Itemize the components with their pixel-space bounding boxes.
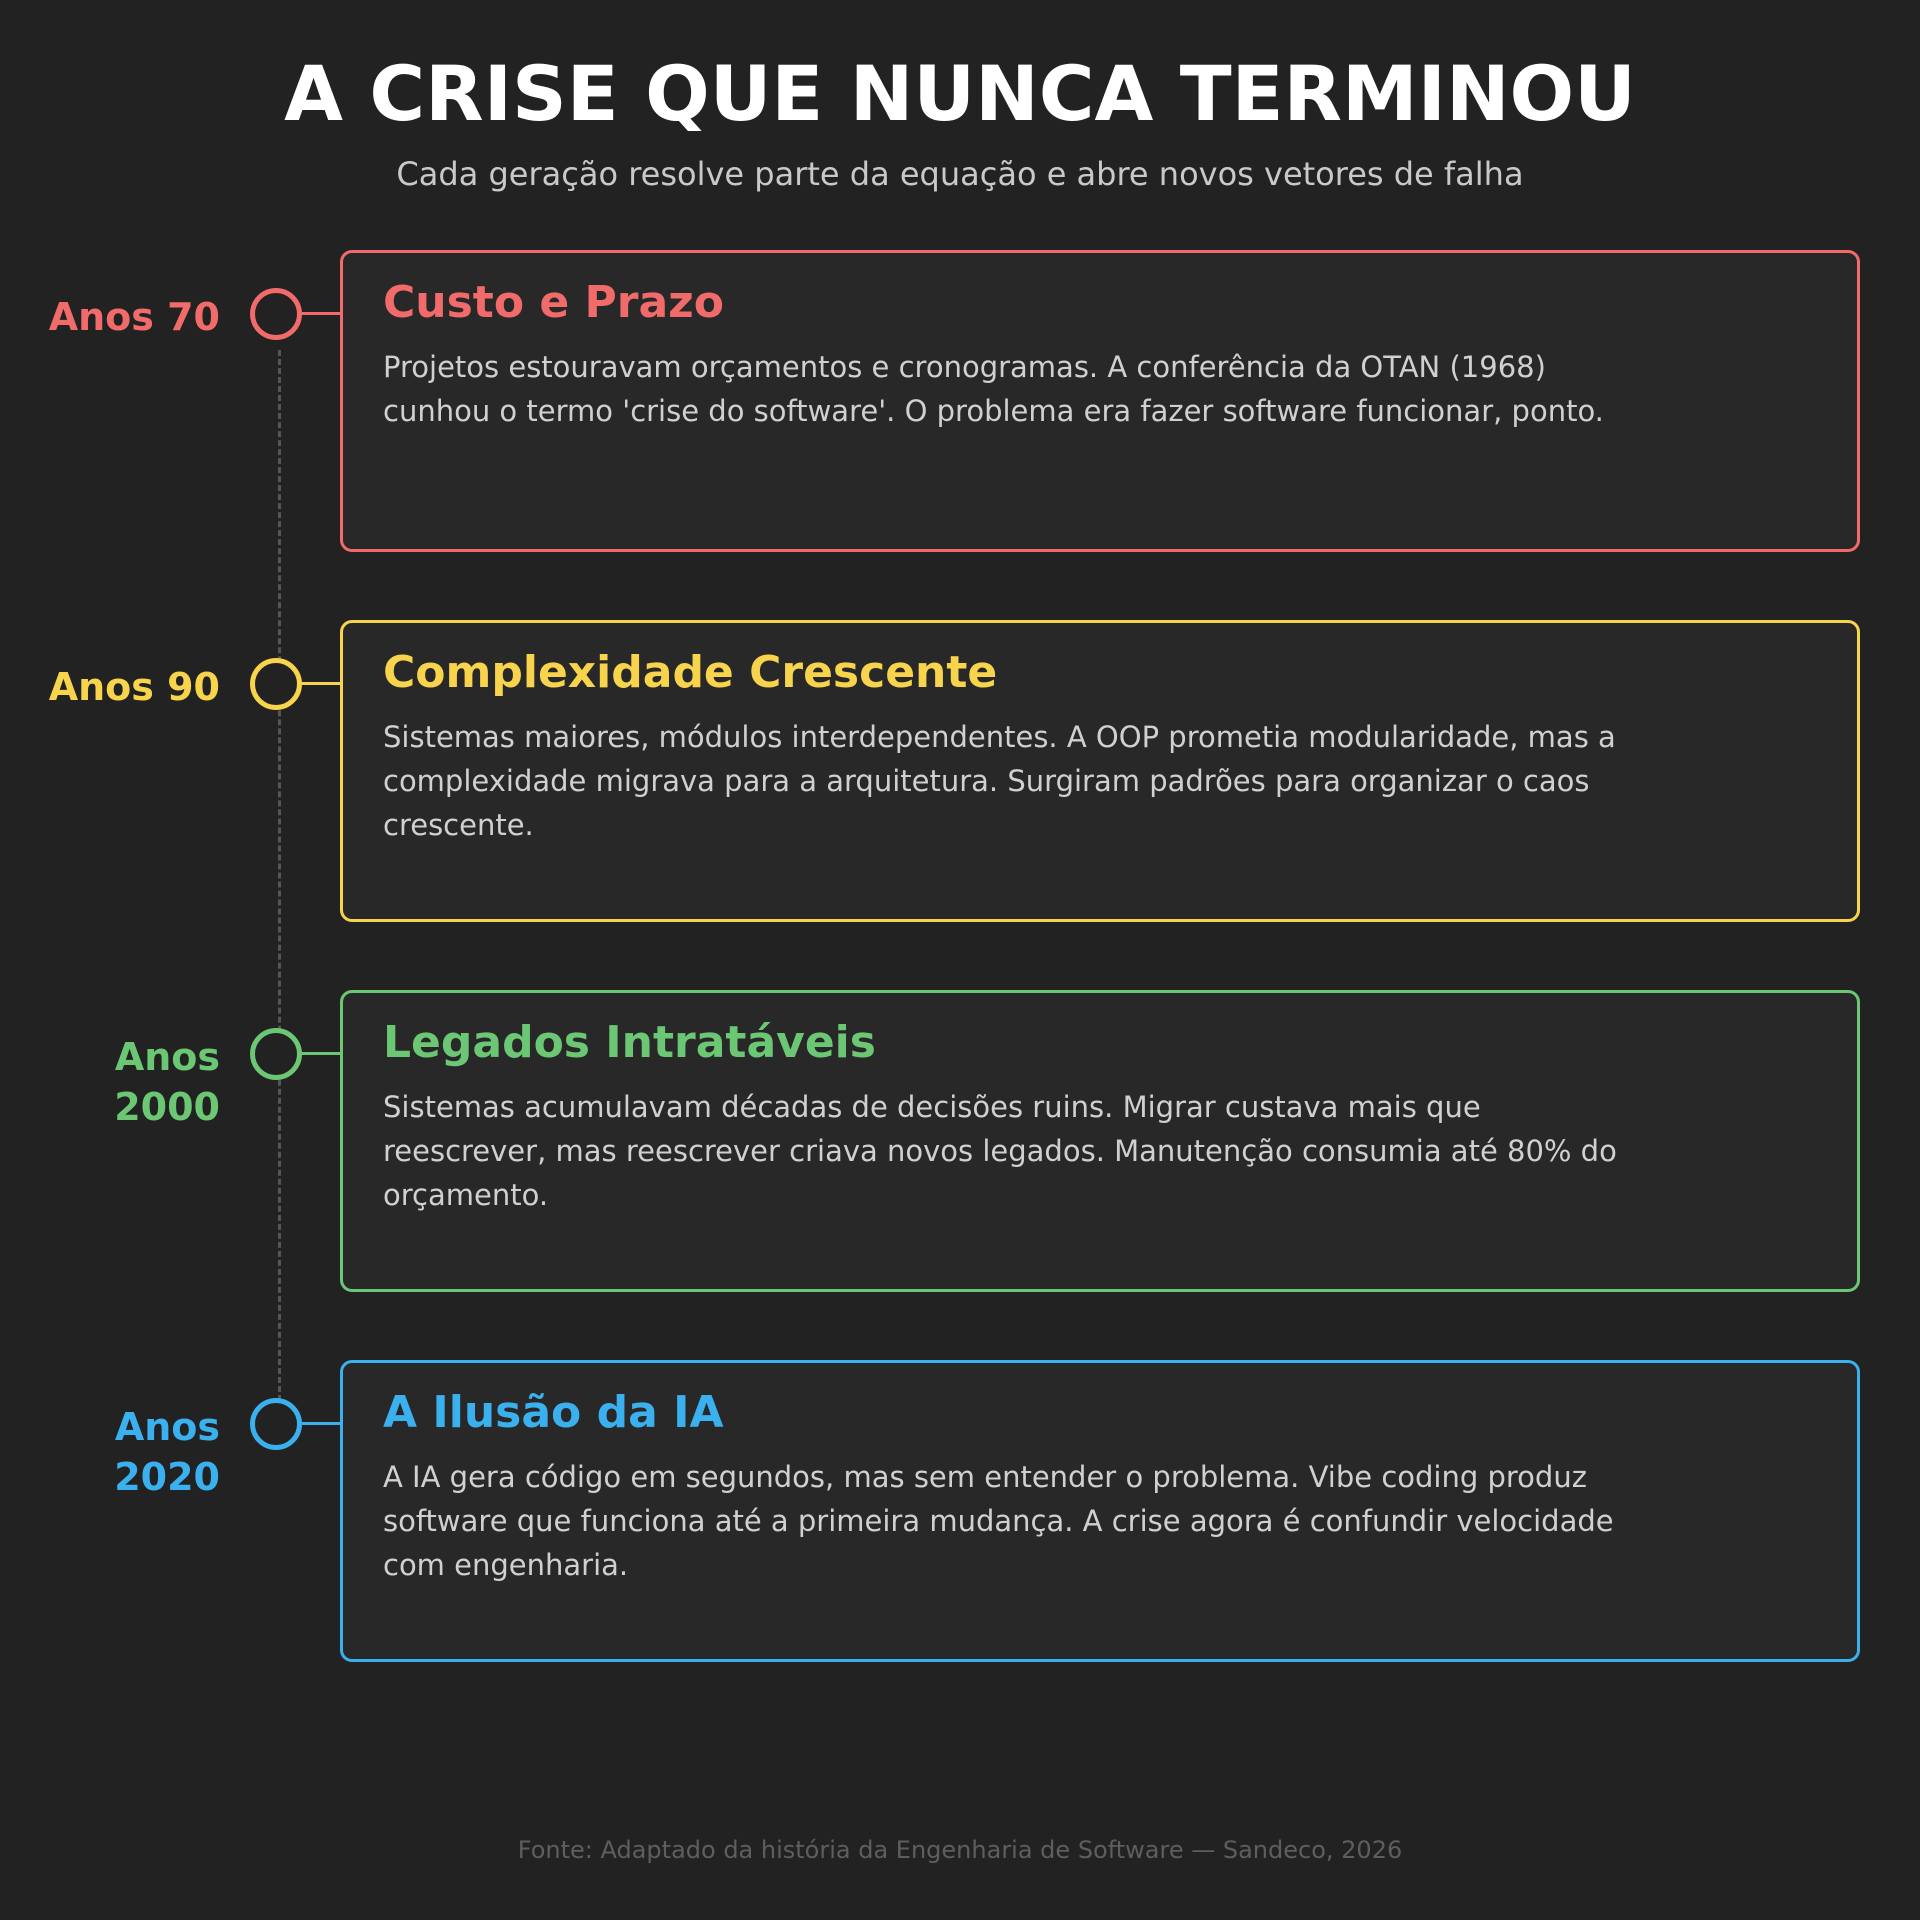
timeline-connector [302, 1052, 340, 1055]
timeline-era-90s [0, 620, 1920, 922]
era-card-description: Sistemas maiores, módulos interdependentes. A OOP prometia modularidade, mas a complexidade migrava para a arquitetura. Surgiram padrões para organizar o caos crescente. [383, 720, 1616, 842]
page-title: A CRISE QUE NUNCA TERMINOU [284, 49, 1636, 138]
era-card [340, 990, 1860, 1292]
era-year-label: Anos 2020 [114, 1405, 220, 1499]
era-card [340, 620, 1860, 922]
timeline-node [250, 1398, 302, 1450]
timeline-era-2000s [0, 990, 1920, 1292]
era-card-description: Projetos estouravam orçamentos e cronogramas. A conferência da OTAN (1968) cunhou o termo 'crise do software'. O problema era fazer software funcionar, ponto. [383, 350, 1604, 428]
timeline-connector [302, 1422, 340, 1425]
page-subtitle: Cada geração resolve parte da equação e abre novos vetores de falha [396, 155, 1524, 193]
timeline-node [250, 1028, 302, 1080]
source-footer: Fonte: Adaptado da história da Engenharia de Software — Sandeco, 2026 [517, 1836, 1403, 1864]
timeline-era-70s [0, 250, 1920, 552]
era-year-label: Anos 70 [48, 295, 220, 339]
timeline-node [250, 288, 302, 340]
era-card-title: Legados Intratáveis [383, 1017, 876, 1068]
timeline-connector [302, 682, 340, 685]
era-card [340, 1360, 1860, 1662]
timeline-era-2020s [0, 1360, 1920, 1662]
era-card-title: A Ilusão da IA [383, 1387, 724, 1438]
era-year-label: Anos 90 [48, 665, 220, 709]
era-card-title: Custo e Prazo [383, 277, 725, 328]
era-card-title: Complexidade Crescente [383, 647, 998, 698]
era-card-description: A IA gera código em segundos, mas sem entender o problema. Vibe coding produz software que funciona até a primeira mudança. A crise agora é confundir velocidade com engenharia. [383, 1460, 1614, 1582]
header [0, 48, 1920, 194]
era-year-label: Anos 2000 [114, 1035, 220, 1129]
era-card [340, 250, 1860, 552]
timeline-node [250, 658, 302, 710]
era-card-description: Sistemas acumulavam décadas de decisões ruins. Migrar custava mais que reescrever, mas reescrever criava novos legados. Manutenção consumia até 80% do orçamento. [383, 1090, 1617, 1212]
timeline-connector [302, 312, 340, 315]
